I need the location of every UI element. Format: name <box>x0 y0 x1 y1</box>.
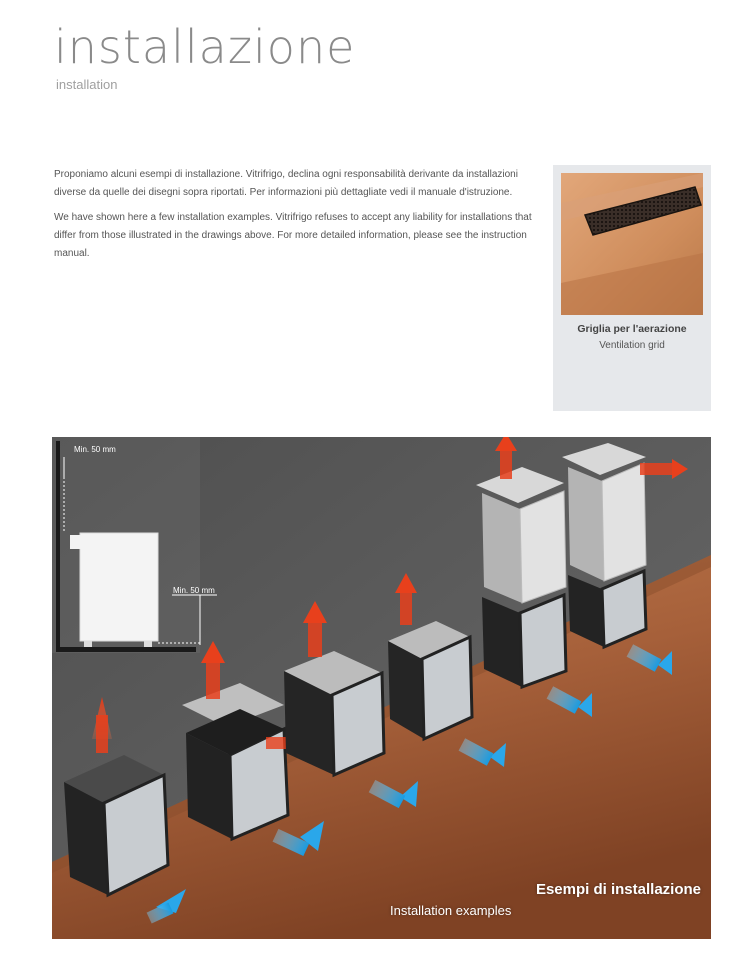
installation-examples-illustration <box>52 437 711 939</box>
intro-paragraph-it: Proponiamo alcuni esempi di installazione. Vitrifrigo, declina ogni responsabilità derivante da installazioni diverse da quelle dei disegni sopra riportati. Per informazioni più dettagliate vedi il manuale d'istruzione. <box>54 169 518 198</box>
intro-paragraph-en: We have shown here a few installation examples. Vitrifrigo refuses to accept any liability for installations that differ from those illustrated in the drawings above. For more detailed information, please see the instruction manual. <box>54 212 532 259</box>
intro-text <box>54 166 534 270</box>
ventilation-caption-en: Ventilation grid <box>599 340 665 351</box>
page-title: installazione <box>54 20 356 74</box>
page-subtitle: installation <box>56 77 118 92</box>
clearance-side-label: Min. 50 mm <box>173 586 215 595</box>
clearance-top-label: Min. 50 mm <box>74 445 116 454</box>
ventilation-caption-it: Griglia per l'aerazione <box>577 323 687 335</box>
ventilation-grid-card <box>553 165 711 411</box>
examples-caption-it: Esempi di installazione <box>535 881 701 898</box>
ventilation-grid-photo <box>561 173 703 315</box>
examples-caption-en: Installation examples <box>390 903 512 918</box>
